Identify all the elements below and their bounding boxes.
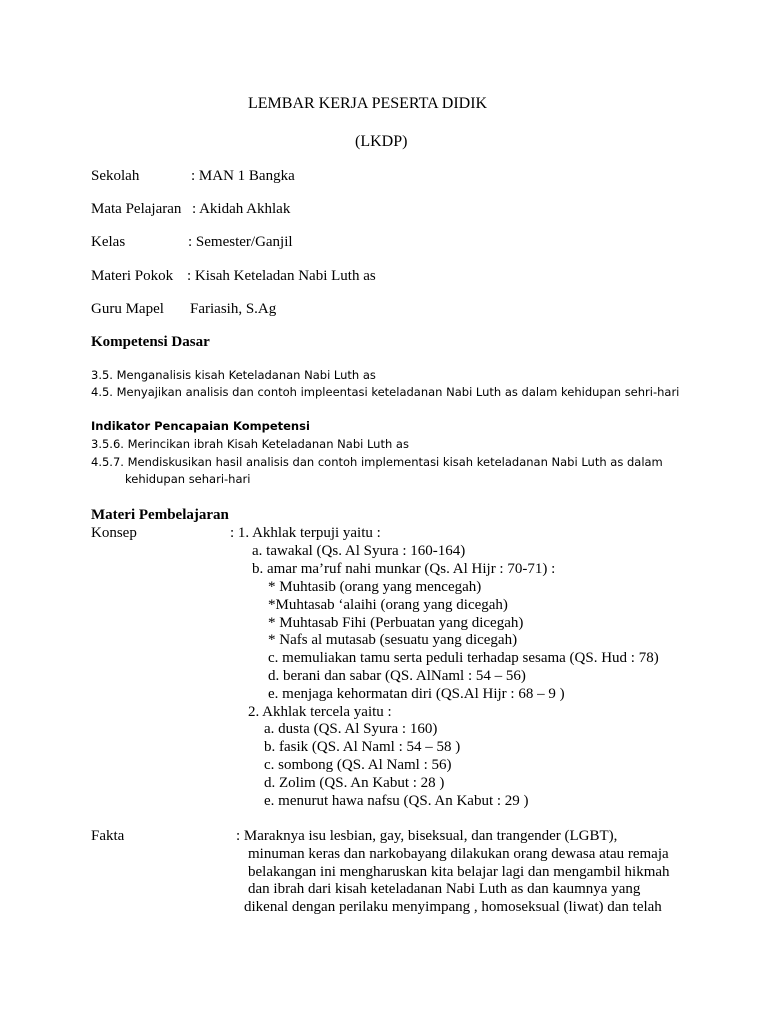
konsep-line: d. Zolim (QS. An Kabut : 28 ) [264, 775, 445, 791]
materi-pembelajaran-heading: Materi Pembelajaran [91, 507, 229, 523]
guru-mapel-label: Guru Mapel [91, 301, 164, 317]
mapel-label: Mata Pelajaran [91, 201, 182, 217]
konsep-label: Konsep [91, 525, 137, 541]
fakta-label: Fakta [91, 828, 125, 844]
konsep-line: d. berani dan sabar (QS. AlNaml : 54 – 56) [268, 668, 526, 684]
indikator-item: 3.5.6. Merincikan ibrah Kisah Keteladanan Nabi Luth as [91, 437, 409, 451]
konsep-line: a. tawakal (Qs. Al Syura : 160-164) [252, 543, 466, 559]
indikator-heading: Indikator Pencapaian Kompetensi [91, 419, 310, 433]
fakta-line: dan ibrah dari kisah keteladanan Nabi Luth as dan kaumnya yang [248, 881, 641, 897]
sekolah-value: : MAN 1 Bangka [191, 168, 295, 184]
kompetensi-item: 4.5. Menyajikan analisis dan contoh impleentasi keteladanan Nabi Luth as dalam kehidupan sehri-hari [91, 385, 680, 399]
konsep-line: * Muhtasab Fihi (Perbuatan yang dicegah) [268, 615, 524, 631]
fakta-line: dikenal dengan perilaku menyimpang , homoseksual (liwat) dan telah [244, 899, 662, 915]
indikator-item: 4.5.7. Mendiskusikan hasil analisis dan contoh implementasi kisah keteladanan Nabi Luth as dalam [91, 455, 663, 469]
mapel-value: : Akidah Akhlak [192, 201, 291, 217]
materi-pokok-value: : Kisah Keteladan Nabi Luth as [187, 268, 376, 284]
konsep-line: b. fasik (QS. Al Naml : 54 – 58 ) [264, 739, 461, 755]
kompetensi-dasar-heading: Kompetensi Dasar [91, 334, 210, 350]
konsep-line: c. memuliakan tamu serta peduli terhadap sesama (QS. Hud : 78) [268, 650, 659, 666]
konsep-line: : 1. Akhlak terpuji yaitu : [230, 525, 381, 541]
kompetensi-item: 3.5. Menganalisis kisah Keteladanan Nabi Luth as [91, 368, 376, 382]
konsep-line: b. amar ma’ruf nahi munkar (Qs. Al Hijr : 70-71) : [252, 561, 556, 577]
konsep-line: a. dusta (QS. Al Syura : 160) [264, 721, 438, 737]
guru-mapel-value: Fariasih, S.Ag [190, 301, 277, 317]
kelas-label: Kelas [91, 234, 126, 250]
materi-pokok-label: Materi Pokok [91, 268, 174, 284]
kelas-value: : Semester/Ganjil [188, 234, 293, 250]
fakta-line: belakangan ini mengharuskan kita belajar lagi dan mengambil hikmah [248, 864, 670, 880]
konsep-line: e. menjaga kehormatan diri (QS.Al Hijr : 68 – 9 ) [268, 686, 565, 702]
indikator-item-continuation: kehidupan sehari-hari [125, 472, 251, 486]
konsep-line: * Muhtasib (orang yang mencegah) [268, 579, 482, 595]
document-subtitle: (LKDP) [355, 133, 408, 150]
fakta-line: minuman keras dan narkobayang dilakukan orang dewasa atau remaja [248, 846, 669, 862]
konsep-line: * Nafs al mutasab (sesuatu yang dicegah) [268, 632, 518, 648]
konsep-line: c. sombong (QS. Al Naml : 56) [264, 757, 452, 773]
konsep-line: e. menurut hawa nafsu (QS. An Kabut : 29 ) [264, 793, 529, 809]
konsep-line: *Muhtasab ‘alaihi (orang yang dicegah) [268, 597, 508, 613]
konsep-line: 2. Akhlak tercela yaitu : [248, 704, 392, 720]
sekolah-label: Sekolah [91, 168, 140, 184]
fakta-line: : Maraknya isu lesbian, gay, biseksual, dan trangender (LGBT), [236, 828, 618, 844]
document-title: LEMBAR KERJA PESERTA DIDIK [248, 95, 488, 112]
